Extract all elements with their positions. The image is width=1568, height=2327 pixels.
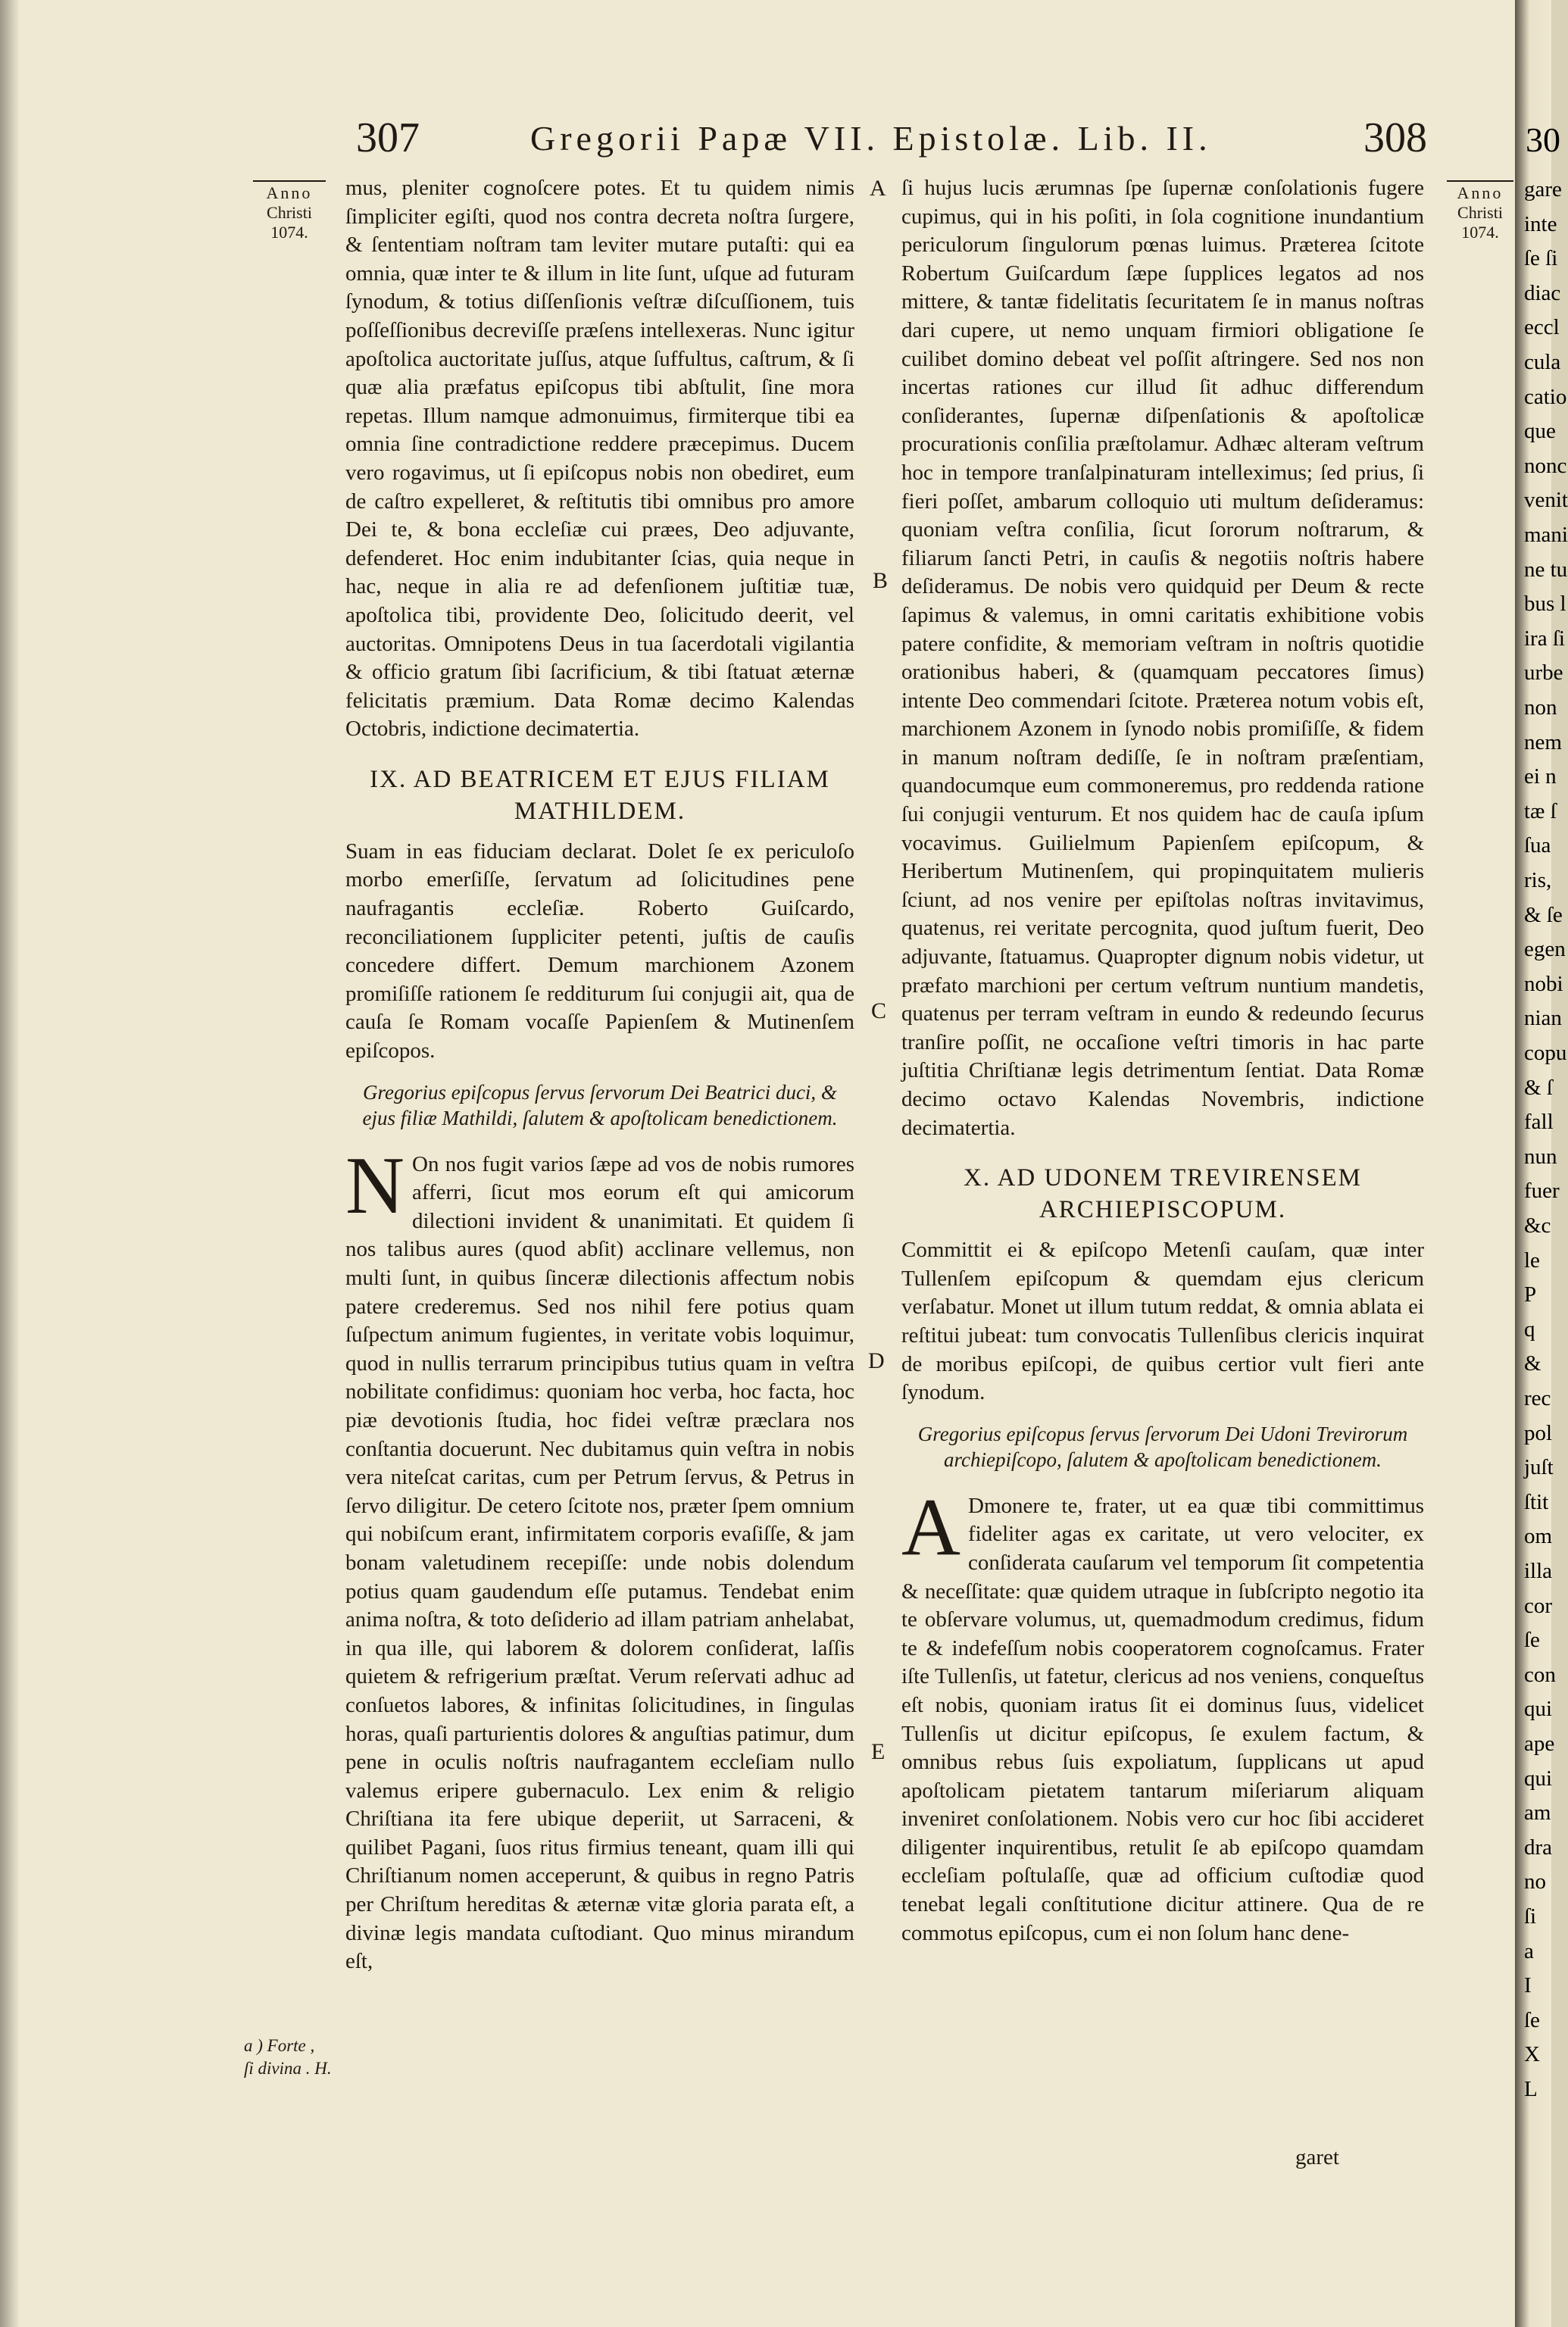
- next-page-fragment-line: illa: [1524, 1559, 1553, 1583]
- next-page-fragment-line: ne tu: [1524, 557, 1568, 582]
- next-page-fragment-line: inte: [1524, 211, 1557, 236]
- next-page-fragment-line: ape: [1524, 1732, 1555, 1756]
- next-page-fragment-line: gare: [1524, 177, 1562, 201]
- next-page-fragment-line: eccl: [1524, 315, 1560, 340]
- gutter-shadow: [0, 0, 20, 2327]
- salutation-x: Gregorius epiſcopus ſervus ſervorum Dei Udoni Trevirorum archiepiſcopo, ſalutem & apoſtolicam benedictionem.: [917, 1422, 1408, 1471]
- next-page-fragment-line: ris,: [1524, 868, 1552, 892]
- next-page-fragment-line: nian: [1524, 1006, 1562, 1031]
- margin-anno-left: [253, 180, 326, 242]
- next-page-fragment-line: nobi: [1524, 971, 1563, 996]
- next-page-fragment-line: qui: [1524, 1766, 1553, 1791]
- salutation-ix: Gregorius epiſcopus ſervus ſervorum Dei Beatrici duci, & ejus filiæ Mathildi, ſalutem & apoſtolicam benedictionem.: [362, 1080, 838, 1129]
- next-page-fragment-line: L: [1524, 2077, 1538, 2101]
- catchword: garet: [1295, 2145, 1339, 2169]
- next-page-fragment-line: nonc: [1524, 453, 1567, 478]
- next-page-fragment-line: q: [1524, 1317, 1535, 1342]
- next-page-fragment-line: ſe ſi: [1524, 246, 1558, 271]
- year-label: 1074.: [270, 223, 308, 242]
- next-page-number: 30: [1526, 120, 1560, 159]
- section-title-x: X. AD UDONEM TREVIRENSEM ARCHIEPISCOPUM.: [964, 1164, 1362, 1224]
- next-page-fragment-line: om: [1524, 1524, 1553, 1549]
- next-page-fragment-line: pol: [1524, 1420, 1553, 1445]
- next-page-fragment-line: fuer: [1524, 1179, 1560, 1204]
- letter-x-body: [901, 1482, 1424, 1948]
- next-page-fragment-line: le: [1524, 1248, 1540, 1273]
- next-page-fragment-line: diac: [1524, 280, 1561, 305]
- next-page-fragment-line: non: [1524, 695, 1557, 720]
- next-page-fragment-line: egen: [1524, 937, 1566, 962]
- next-page-fragment-line: X: [1524, 2042, 1540, 2067]
- next-page-fragment-line: fall: [1524, 1110, 1554, 1135]
- next-page-fragment-line: P: [1524, 1282, 1537, 1307]
- next-page-fragment-line: ſua: [1524, 833, 1551, 858]
- next-page-fragment-line: que: [1524, 419, 1556, 444]
- dropcap: A: [901, 1482, 960, 1573]
- footnote: [244, 2035, 332, 2080]
- next-page-fragment-line: bus l: [1524, 592, 1566, 617]
- section-letter-c: C: [871, 998, 887, 1023]
- next-page-fragment-line: venit: [1524, 488, 1568, 513]
- running-title: Gregorii Papæ VII. Epistolæ. Lib. II.: [530, 119, 1212, 158]
- next-page-fragment-line: catio: [1524, 384, 1567, 409]
- next-page-fragment-line: dra: [1524, 1835, 1553, 1860]
- anno-label: Anno: [253, 180, 326, 203]
- anno-label: Anno: [1447, 180, 1513, 203]
- next-page-edge: [1515, 0, 1568, 2327]
- letter-ix-continuation: ſi hujus lucis ærumnas ſpe ſupernæ conſolationis fugere cupimus, qui in his poſiti, in ſola cognitione inundantium periculorum ſingulorum pœnas luimus. Præterea ſcitote Robertum Guiſcardum ſæpe ſupplices legatos ad nos mittere, & tantæ fidelitatis ſecuritatem ſe in manus noſtras dari cupere, ut nemo unquam firmiori obligatione ſe cuilibet domino debeat vel poſſit aſtringere. Sed nos non incertas rationes cur illud ſit adhuc differendum conſiderantes, ſupernæ diſpenſationis & apoſtolicæ procurationis conſilia præſtolamur. Adhæc alteram veſtrum hoc in tempore tranſalpinaturam intelleximus; ſed prius, ſi fieri poſſet, ambarum colloquio uti multum deſideramus: quoniam veſtra conſilia, ſicut ſororum noſtrarum, & filiarum ſancti Petri, in cauſis & negotiis noſtris habere deſideramus. De nobis vero quidquid per Deum & recte ſapimus & valemus, in omni caritatis exhibitione vobis patere confidite, & memoriam veſtram in noſtris quotidie orationibus haberi, & (quamquam peccatores ſimus) intente Deo commendari ſcitote. Præterea notum vobis eſt, marchionem Azonem in ſynodo nobis promiſiſſe, & fidem in manum noſtram dediſſe, ſe in noſtram præſentiam, quandocumque eum commoneremus, pro reddenda ratione ſui conjugii venturum. Et nos quidem hac de cauſa ipſum vocavimus. Guilielmum Papienſem epiſcopum, & Heribertum Mutinenſem, qui propinquitatem mulieris ſciunt, ad nos venire per epiſtolas noſtras invitavimus, quatenus, rei veritate percognita, quod juſtum fuerit, Deo adjuvante, ſtatuamus. Quapropter dignum nobis videtur, ut præfato marchioni per certum veſtrum nuntium mandetis, quatenus per terram veſtram in eundo & redeundo ſecurus tranſire poſſit, ne occaſione veſtri timoris in hac parte juſtitia Chriſtianæ legis detrimentum ſentiat. Data Romæ decimo octavo Kalendas Novembris, indictione decimatertia.: [901, 176, 1424, 1140]
- summary-ix: Suam in eas fiduciam declarat. Dolet ſe ex periculoſo morbo emerſiſſe, ſervatum ad ſolicitudines pene naufragantis eccleſiæ. Roberto Guiſcardo, reconciliationem ſuppliciter petenti, juſtis de cauſis concedere differt. Demum marchionem Azonem promiſiſſe rationem ſe redditurum ſui conjugii ait, qua de cauſa ſe Romam vocaſſe Papienſem & Mutinenſem epiſcopos.: [345, 839, 854, 1064]
- year-label: 1074.: [1461, 223, 1499, 242]
- next-page-fragment-line: ſe: [1524, 1628, 1540, 1653]
- next-page-fragment-line: nem: [1524, 729, 1562, 754]
- section-letter-d: D: [868, 1348, 885, 1373]
- section-title-ix: IX. AD BEATRICEM ET EJUS FILIAM MATHILDEM.: [370, 765, 830, 825]
- letter-x-text: Dmonere te, frater, ut ea quæ tibi committimus fideliter agas ex caritate, ut vero velociter, ex conſiderata cauſarum vel temporum ſit competentia & neceſſitate: quæ quidem utraque in ſubſcripto negotio ita te obſervare volumus, ut, quemadmodum credimus, fidum te & indefeſſum nobis cooperatorem cognoſcamus. Frater iſte Tullenſis, ut fatetur, clericus ad nos veniens, conqueſtus eſt nobis, quoniam iratus ſit ei dominus ſuus, videlicet Tullenſis ut dicitur epiſcopus, ſe exulem factum, & omnibus rebus ſuis expoliatum, ſupplicans ut apud apoſtolicam pietatem tantarum miſeriarum aliquam inveniret conſolationem. Nobis vero cur hoc ſibi accideret diligenter inquirentibus, retulit ſe ab epiſcopo quamdam eccleſiam poſtulaſſe, quæ ad officium cuſtodiæ quod tenebat legali conſtitutione dicitur attinere. Qua de re commotus epiſcopus, cum ei non ſolum hanc dene-: [901, 1493, 1424, 1945]
- next-page-fragment-line: juſt: [1524, 1455, 1554, 1480]
- next-page-fragment-line: &c: [1524, 1213, 1551, 1238]
- next-page-fragment-line: I: [1524, 1973, 1532, 1998]
- next-page-fragment-line: qui: [1524, 1697, 1553, 1722]
- next-page-fragment-line: copu: [1524, 1041, 1567, 1065]
- footnote-line: ſi divina . H.: [244, 2059, 332, 2078]
- left-column: [345, 174, 854, 1976]
- next-page-fragment-line: a: [1524, 1938, 1534, 1963]
- next-page-fragment-line: & ſ: [1524, 1075, 1553, 1100]
- next-page-fragment-line: &: [1524, 1351, 1541, 1376]
- dropcap: N: [345, 1140, 404, 1231]
- next-page-fragment-line: am: [1524, 1801, 1551, 1826]
- next-page-fragment-line: ſe: [1524, 2007, 1540, 2032]
- letter-viii-ending: mus, pleniter cognoſcere potes. Et tu quidem nimis ſimpliciter egiſti, quod nos contra decreta noſtra ſurgere, & ſententiam noſtram tam leviter mutare putaſti: qui ea omnia, quæ inter te & illum in lite ſunt, uſque ad futuram ſynodum, & totius diſſenſionis veſtræ diſcuſſionem, tuis poſſeſſionibus decreviſſe præſens intellexeras. Nunc igitur apoſtolica auctoritate juſſus, atque ſuffultus, caſtrum, & ſi quæ alia præfatus epiſcopus tibi abſtulit, ſine mora repetas. Illum namque admonuimus, firmiterque tibi ea omnia ſine contradictione reddere præcepimus. Ducem vero rogavimus, ut ſi epiſcopus nobis non obediret, eum de caſtro expelleret, & reſtitutis tibi omnibus pro amore Dei te, & bona eccleſiæ cui præes, Deo adjuvante, defenderet. Hoc enim indubitanter ſcias, quia neque in hac, neque in alia re ad defenſionem juſtitiæ tuæ, apoſtolica tibi, providente Deo, ſolicitudo deerit, vel auctoritas. Omnipotens Deus in tua ſacerdotali vigilantia & officio gratum ſibi ſacrificium, & tibi ſtatuat æternæ felicitatis præmium. Data Romæ decimo Kalendas Octobris, indictione decimatertia.: [345, 176, 854, 742]
- next-page-fragment-line: con: [1524, 1662, 1556, 1687]
- next-page-fragment-line: cor: [1524, 1593, 1553, 1618]
- next-page-fragment-line: mani: [1524, 523, 1568, 547]
- letter-ix-text: On nos fugit varios ſæpe ad vos de nobis rumores afferri, ſicut mos eorum eſt qui amicorum dilectioni invident & unanimitati. Et quidem ſi nos talibus aures (quod abſit) acclinare vellemus, non multi ſunt, in quibus ſinceræ dilectionis affectum nobis patere crederemus. Sed nos nihil fere potius quam ſuſpectum animum fugientes, in veritate vobis loquimur, quod in nullis terrarum principibus tutius quam in veſtra nobilitate confidimus: quoniam hoc verba, hoc facta, hoc piæ devotionis ſtudia, hoc fidei veſtræ præclara nos conſtantia docuerunt. Nec dubitamus quin veſtra in nobis vera niteſcat caritas, cum per Petrum ſervus, & Petrus in ſervo diligitur. De cetero ſcitote nos, præter ſpem omnium qui nobiſcum erant, infirmitatem corporis evaſiſſe, & jam bonam valetudinem recepiſſe: unde nobis dolendum potius quam gaudendum eſſe putamus. Tendebat enim anima noſtra, & toto deſiderio ad illam patriam anhelabat, in qua ille, qui laborem & dolorem conſiderat, laſſis quietem & refrigerium præſtat. Verum reſervati adhuc ad conſuetos labores, & infinitas ſolicitudines, in ſingulas horas, quaſi parturientis dolores & anguſtias patimur, dum pene in oculis noſtris naufragantem eccleſiam nullo valemus eripere gubernaculo. Lex enim & religio Chriſtiana ita fere ubique deperiit, ut Sarraceni, & quilibet Pagani, ſuos ritus firmius teneant, quam illi qui Chriſtianum nomen acceperunt, & quibus in regno Patris per Chriſtum hereditas & æternæ vitæ gloria parata eſt, a divinæ legis mandata cuſtodiant. Quo minus mirandum eſt,: [345, 1151, 854, 1974]
- next-page-fragment-line: urbe: [1524, 661, 1563, 686]
- running-header: [333, 114, 1439, 167]
- next-page-fragment-line: nun: [1524, 1144, 1557, 1169]
- next-page-fragment-line: ſtit: [1524, 1489, 1549, 1514]
- right-page-number: 308: [1363, 114, 1427, 161]
- summary-x: Committit ei & epiſcopo Metenſi cauſam, quæ inter Tullenſem epiſcopum & quemdam ejus clericum verſabatur. Monet ut illum tutum reddat, & omnia ablata ei reſtitui jubeat: tum convocatis Tullenſibus clericis inquirat de moribus epiſcopi, de quibus certior vult fieri ante ſynodum.: [901, 1238, 1424, 1405]
- next-page-fragment-line: no: [1524, 1869, 1546, 1894]
- section-letter-a: A: [870, 176, 886, 201]
- next-page-fragment-line: cula: [1524, 350, 1561, 374]
- margin-anno-right: [1447, 180, 1513, 242]
- letter-ix-body: [345, 1140, 854, 1976]
- next-page-fragment-line: ei n: [1524, 764, 1557, 789]
- left-page-number: 307: [356, 114, 420, 161]
- section-letter-b: B: [873, 568, 889, 593]
- next-page-fragment-line: rec: [1524, 1386, 1551, 1410]
- footnote-line: a ) Forte ,: [244, 2036, 315, 2055]
- right-column: [901, 174, 1424, 1947]
- next-page-fragment-line: ira ſi: [1524, 626, 1565, 651]
- section-letter-e: E: [871, 1739, 886, 1764]
- christi-label: Christi: [267, 203, 312, 222]
- christi-label: Christi: [1457, 203, 1503, 222]
- next-page-fragment-line: ſi: [1524, 1904, 1537, 1929]
- next-page-fragment-line: & ſe: [1524, 902, 1563, 927]
- next-page-fragment-line: tæ ſ: [1524, 798, 1557, 823]
